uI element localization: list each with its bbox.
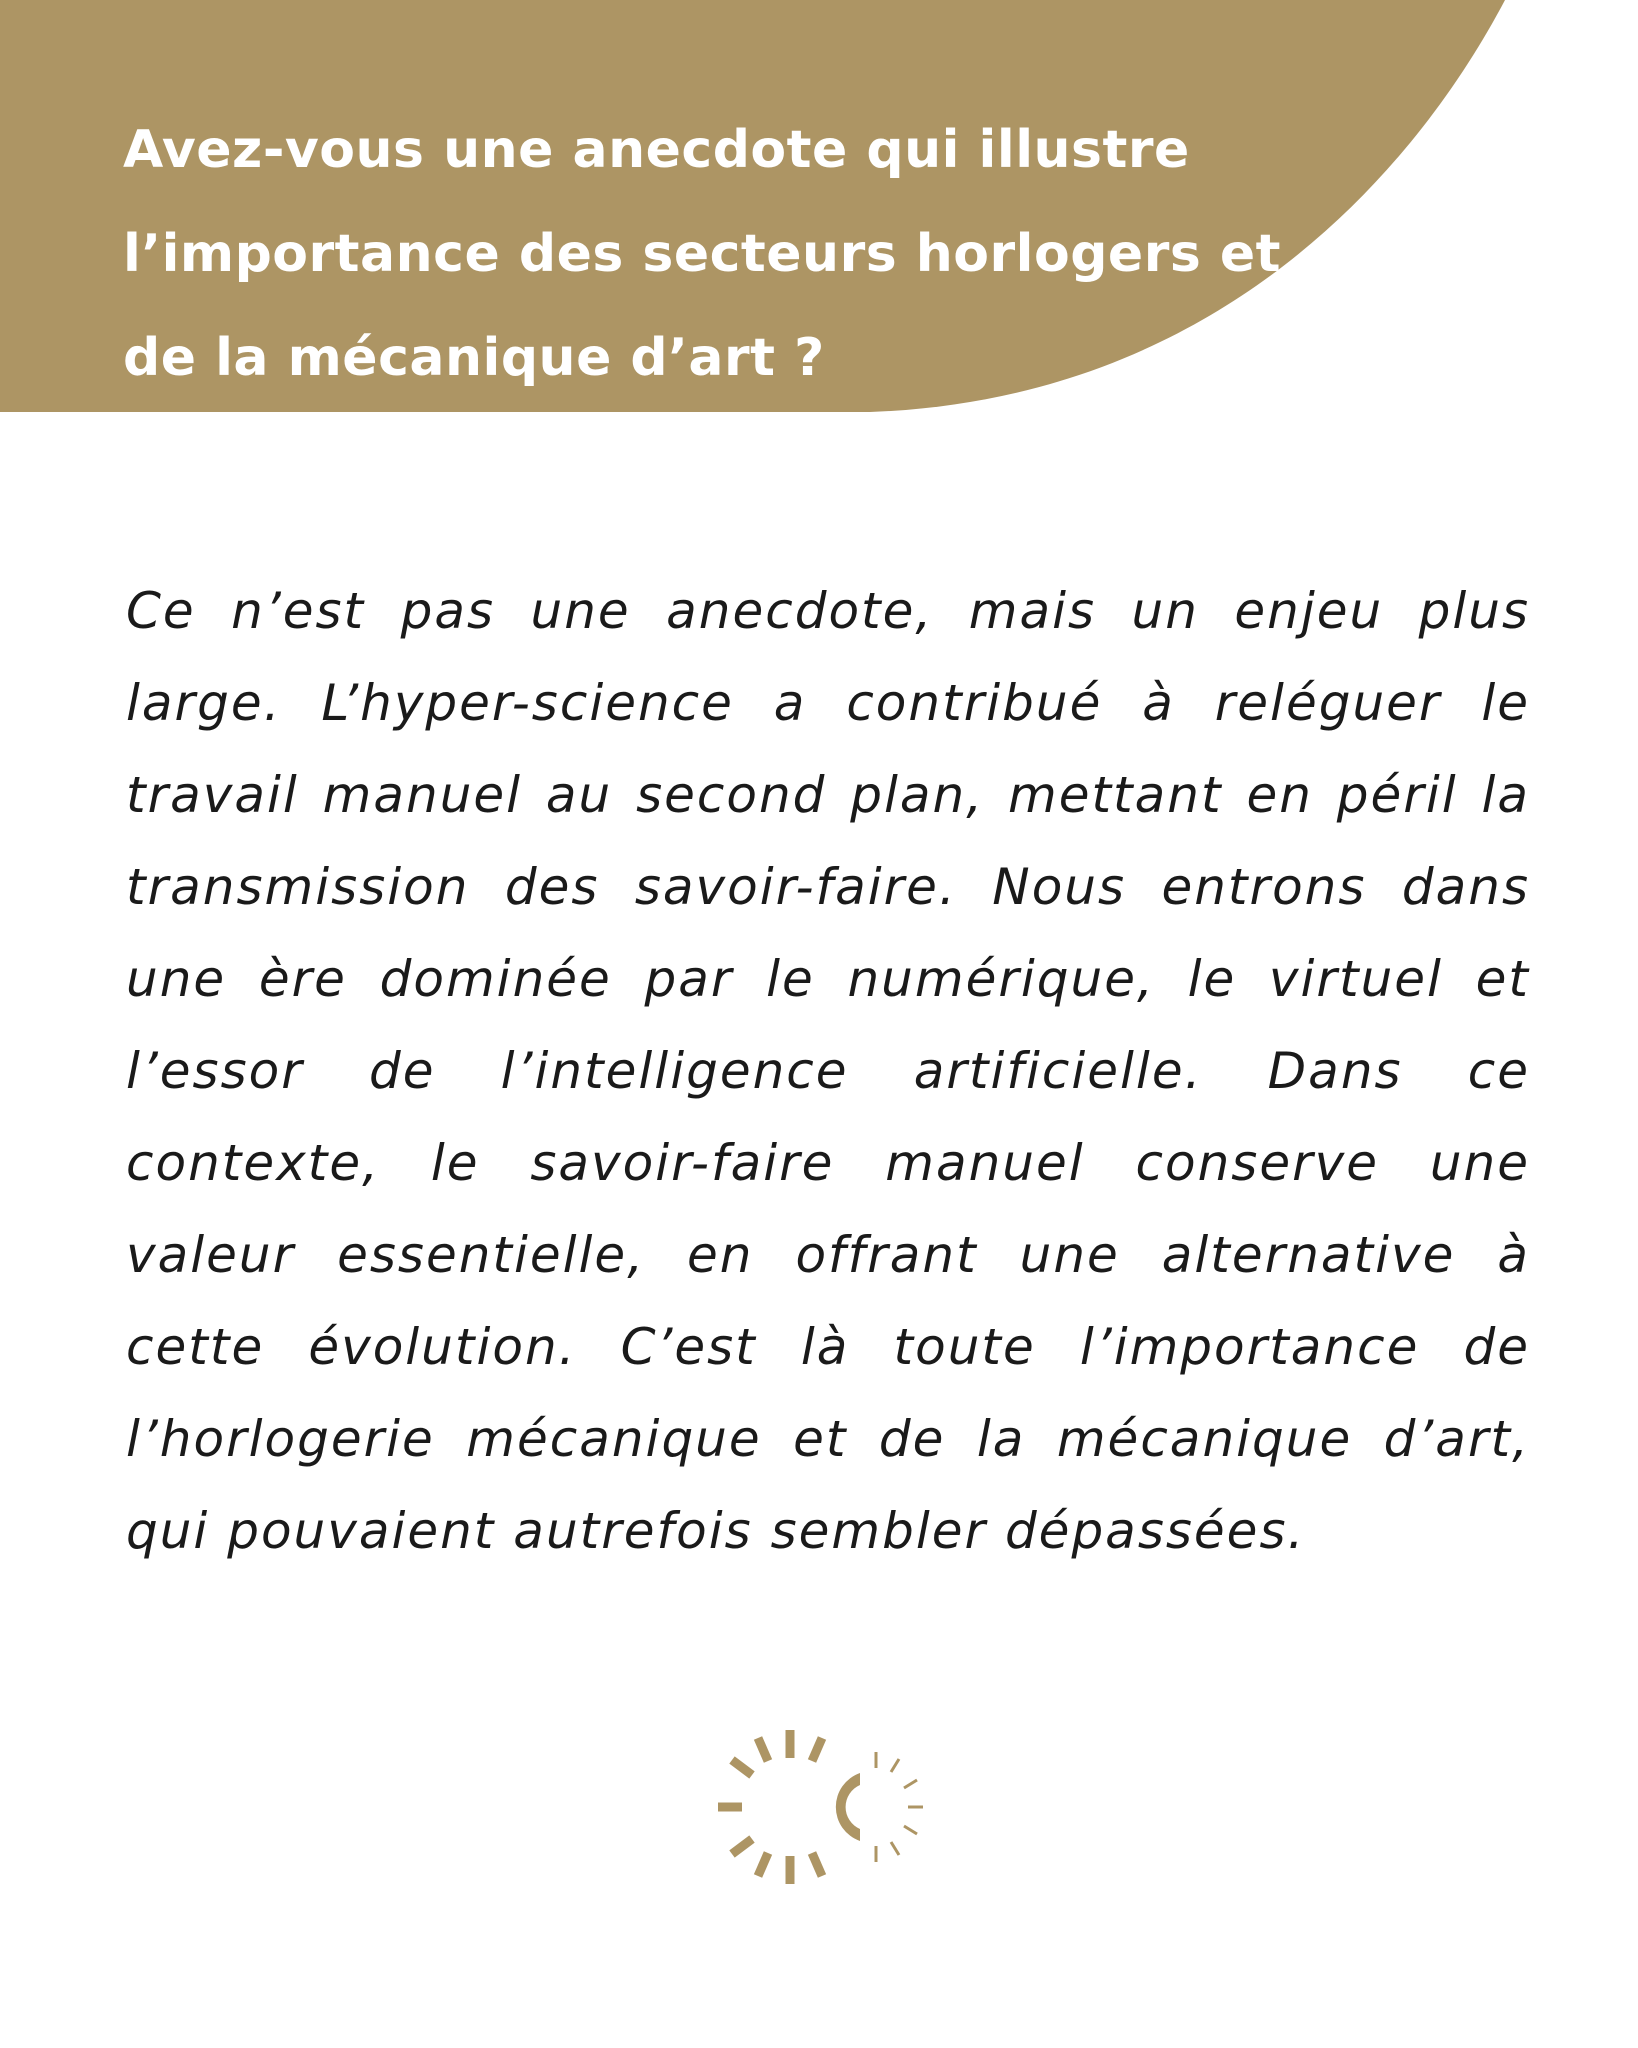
answer-paragraph: Ce n’est pas une anecdote, mais un enjeu plus large. L’hyper-science a contribué à reléguer le travail manuel au second plan, mettant en péril la transmission des savoir-faire. Nous entrons dans une ère dominée par le numérique, le virtuel et l’essor de l’intelligence artificielle. Dans ce contexte, le savoir-faire manuel conserve une valeur essentielle, en offrant une alternative à cette évolution. C’est là toute l’importance de l’horlogerie mécanique et de la mécanique d’art, qui pouvaient autrefois sembler dépassées. <box>126 582 1530 1560</box>
moon-rays <box>876 1752 923 1862</box>
sun-rays <box>718 1730 822 1884</box>
crescent-shape <box>836 1773 860 1841</box>
question-heading: Avez-vous une anecdote qui illustre l’importance des secteurs horlogers et de la mécanique d’art ? <box>123 120 1282 388</box>
sun-moon-rays-icon <box>710 1725 940 1895</box>
